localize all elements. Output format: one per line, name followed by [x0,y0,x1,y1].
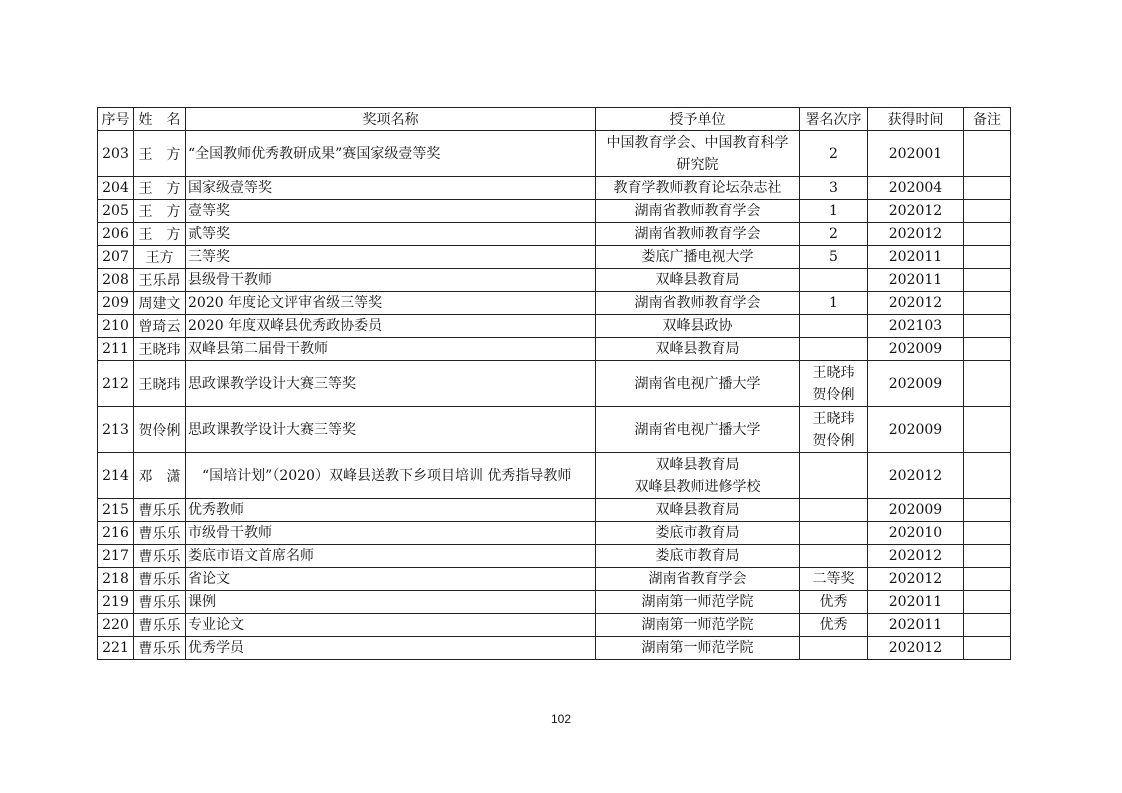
cell-award: 娄底市语文首席名师 [186,545,596,568]
cell-date: 202009 [868,338,964,361]
cell-issuer [596,223,800,246]
cell-issuer [596,614,800,637]
cell-award: 三等奖 [186,246,596,269]
cell-date: 202009 [868,407,964,453]
cell-remark [964,545,1011,568]
cell-award: 课例 [186,591,596,614]
cell-date: 202009 [868,499,964,522]
issuer-line: 娄底广播电视大学 [641,249,754,265]
page-number: 102 [550,712,572,726]
cell-date: 202012 [868,568,964,591]
cell-name: 王 方 [134,177,186,200]
cell-no: 220 [98,614,134,637]
cell-no: 216 [98,522,134,545]
rank-line: 优秀 [819,594,848,610]
rank-line: 2 [829,145,838,162]
cell-award: 省论文 [186,568,596,591]
issuer-line: 湖南省教师教育学会 [634,226,761,242]
cell-rank [800,614,868,637]
cell-name: 曹乐乐 [134,522,186,545]
cell-name: 王晓玮 [134,338,186,361]
header-row [98,108,1011,131]
cell-remark [964,361,1011,407]
cell-award: “国培计划”（2020）双峰县送教下乡项目培训 优秀指导教师 [186,453,596,499]
cell-remark [964,246,1011,269]
issuer-line: 湖南省教师教育学会 [634,295,761,311]
rank-line: 1 [829,203,838,219]
cell-remark [964,637,1011,660]
cell-rank [800,637,868,660]
cell-remark [964,522,1011,545]
cell-remark [964,591,1011,614]
cell-date: 202012 [868,453,964,499]
cell-issuer [596,361,800,407]
rank-line: 王晓玮 [812,410,855,427]
cell-name: 周建文 [134,292,186,315]
cell-no: 209 [98,292,134,315]
table-row [98,269,1011,292]
rank-line: 2 [829,226,838,242]
cell-rank [800,223,868,246]
cell-name: 曹乐乐 [134,499,186,522]
cell-no: 204 [98,177,134,200]
cell-rank [800,292,868,315]
cell-rank [800,269,868,292]
issuer-line: 双峰县政协 [662,318,733,334]
cell-award: 优秀学员 [186,637,596,660]
cell-rank [800,177,868,200]
cell-issuer [596,338,800,361]
issuer-line: 湖南第一师范学院 [641,617,754,633]
cell-remark [964,568,1011,591]
cell-name: 曹乐乐 [134,591,186,614]
header-name: 姓 名 [134,108,186,131]
cell-award: 2020 年度论文评审省级三等奖 [186,292,596,315]
table-row [98,246,1011,269]
cell-rank [800,338,868,361]
table-row [98,200,1011,223]
rank-line: 优秀 [819,617,848,633]
table-row [98,453,1011,499]
cell-issuer [596,246,800,269]
header-award: 奖项名称 [186,108,596,131]
cell-award: 县级骨干教师 [186,269,596,292]
cell-no: 208 [98,269,134,292]
table-row [98,223,1011,246]
cell-date: 202001 [868,131,964,177]
cell-award: 思政课教学设计大赛三等奖 [186,407,596,453]
cell-name: 曹乐乐 [134,568,186,591]
table-row [98,614,1011,637]
cell-no: 210 [98,315,134,338]
cell-issuer [596,407,800,453]
cell-rank [800,131,868,177]
header-remark: 备注 [964,108,1011,131]
cell-award: 优秀教师 [186,499,596,522]
cell-award: 专业论文 [186,614,596,637]
table-row [98,361,1011,407]
cell-award: 国家级壹等奖 [186,177,596,200]
cell-issuer [596,568,800,591]
cell-name: 邓 潇 [134,453,186,499]
issuer-line: 双峰县教师进修学校 [634,478,761,495]
cell-remark [964,453,1011,499]
cell-rank [800,522,868,545]
cell-name: 王晓玮 [134,361,186,407]
table-row [98,637,1011,660]
cell-remark [964,614,1011,637]
rank-line: 王晓玮 [812,364,855,381]
cell-remark [964,223,1011,246]
issuer-line: 双峰县教育局 [655,456,740,473]
issuer-line: 中国教育学会、中国教育科学 [606,134,789,151]
cell-issuer [596,453,800,499]
cell-no: 221 [98,637,134,660]
cell-date: 202009 [868,361,964,407]
rank-line: 1 [829,295,838,311]
table-row [98,499,1011,522]
issuer-line: 湖南省电视广播大学 [634,421,761,438]
cell-no: 207 [98,246,134,269]
issuer-line: 研究院 [676,156,719,173]
cell-name: 王 方 [134,223,186,246]
issuer-line: 双峰县教育局 [655,272,740,288]
issuer-line: 双峰县教育局 [655,341,740,357]
cell-date: 202011 [868,614,964,637]
rank-line: 二等奖 [812,571,855,587]
cell-remark [964,499,1011,522]
issuer-line: 湖南省电视广播大学 [634,375,761,392]
cell-remark [964,315,1011,338]
cell-date: 202011 [868,591,964,614]
cell-name: 王乐昂 [134,269,186,292]
cell-remark [964,200,1011,223]
cell-name: 曹乐乐 [134,637,186,660]
cell-date: 202011 [868,269,964,292]
rank-line: 贺伶俐 [812,432,855,449]
issuer-line: 娄底市教育局 [655,525,740,541]
cell-remark [964,292,1011,315]
rank-line: 3 [829,180,838,196]
cell-no: 212 [98,361,134,407]
rank-line: 贺伶俐 [812,386,855,403]
cell-date: 202010 [868,522,964,545]
cell-issuer [596,177,800,200]
rank-line: 5 [829,249,838,265]
cell-no: 219 [98,591,134,614]
cell-no: 217 [98,545,134,568]
table-row [98,292,1011,315]
table-row [98,338,1011,361]
cell-issuer [596,522,800,545]
table-row [98,315,1011,338]
cell-date: 202011 [868,246,964,269]
issuer-line: 湖南省教育学会 [648,571,747,587]
cell-award: 市级骨干教师 [186,522,596,545]
header-rank: 署名次序 [800,108,868,131]
cell-no: 215 [98,499,134,522]
cell-rank [800,453,868,499]
cell-issuer [596,545,800,568]
issuer-line: 教育学教师教育论坛杂志社 [613,180,782,196]
cell-no: 211 [98,338,134,361]
header-date: 获得时间 [868,108,964,131]
cell-rank [800,407,868,453]
cell-award: 壹等奖 [186,200,596,223]
cell-name: 王 方 [134,200,186,223]
cell-issuer [596,499,800,522]
cell-award: 2020 年度双峰县优秀政协委员 [186,315,596,338]
table-row [98,591,1011,614]
issuer-line: 娄底市教育局 [655,548,740,564]
cell-no: 213 [98,407,134,453]
cell-issuer [596,292,800,315]
cell-remark [964,338,1011,361]
issuer-line: 湖南第一师范学院 [641,594,754,610]
cell-remark [964,407,1011,453]
header-issuer: 授予单位 [596,108,800,131]
cell-rank [800,591,868,614]
cell-rank [800,315,868,338]
cell-award: 思政课教学设计大赛三等奖 [186,361,596,407]
cell-rank [800,246,868,269]
cell-date: 202012 [868,200,964,223]
cell-name: 贺伶俐 [134,407,186,453]
cell-issuer [596,131,800,177]
cell-issuer [596,591,800,614]
cell-date: 202103 [868,315,964,338]
cell-date: 202004 [868,177,964,200]
table-row [98,545,1011,568]
cell-date: 202012 [868,292,964,315]
cell-issuer [596,269,800,292]
table-row [98,131,1011,177]
table-row [98,522,1011,545]
cell-rank [800,545,868,568]
cell-date: 202012 [868,223,964,246]
cell-remark [964,177,1011,200]
cell-issuer [596,315,800,338]
issuer-line: 湖南省教师教育学会 [634,203,761,219]
cell-award: “全国教师优秀教研成果”赛国家级壹等奖 [186,131,596,177]
cell-name: 曾琦云 [134,315,186,338]
cell-name: 曹乐乐 [134,614,186,637]
issuer-line: 双峰县教育局 [655,502,740,518]
table-row [98,568,1011,591]
cell-name: 王方 [134,246,186,269]
cell-remark [964,131,1011,177]
award-table [97,107,1011,660]
cell-date: 202012 [868,545,964,568]
cell-no: 205 [98,200,134,223]
cell-rank [800,361,868,407]
cell-rank [800,499,868,522]
cell-issuer [596,200,800,223]
issuer-line: 湖南第一师范学院 [641,640,754,656]
header-no: 序号 [98,108,134,131]
cell-award: 双峰县第二届骨干教师 [186,338,596,361]
cell-no: 206 [98,223,134,246]
cell-date: 202012 [868,637,964,660]
table-row [98,177,1011,200]
cell-award: 贰等奖 [186,223,596,246]
cell-no: 214 [98,453,134,499]
cell-no: 218 [98,568,134,591]
cell-rank [800,568,868,591]
cell-no: 203 [98,131,134,177]
cell-name: 曹乐乐 [134,545,186,568]
cell-rank [800,200,868,223]
cell-name: 王 方 [134,131,186,177]
cell-remark [964,269,1011,292]
table-body [98,131,1011,660]
cell-issuer [596,637,800,660]
table-row [98,407,1011,453]
